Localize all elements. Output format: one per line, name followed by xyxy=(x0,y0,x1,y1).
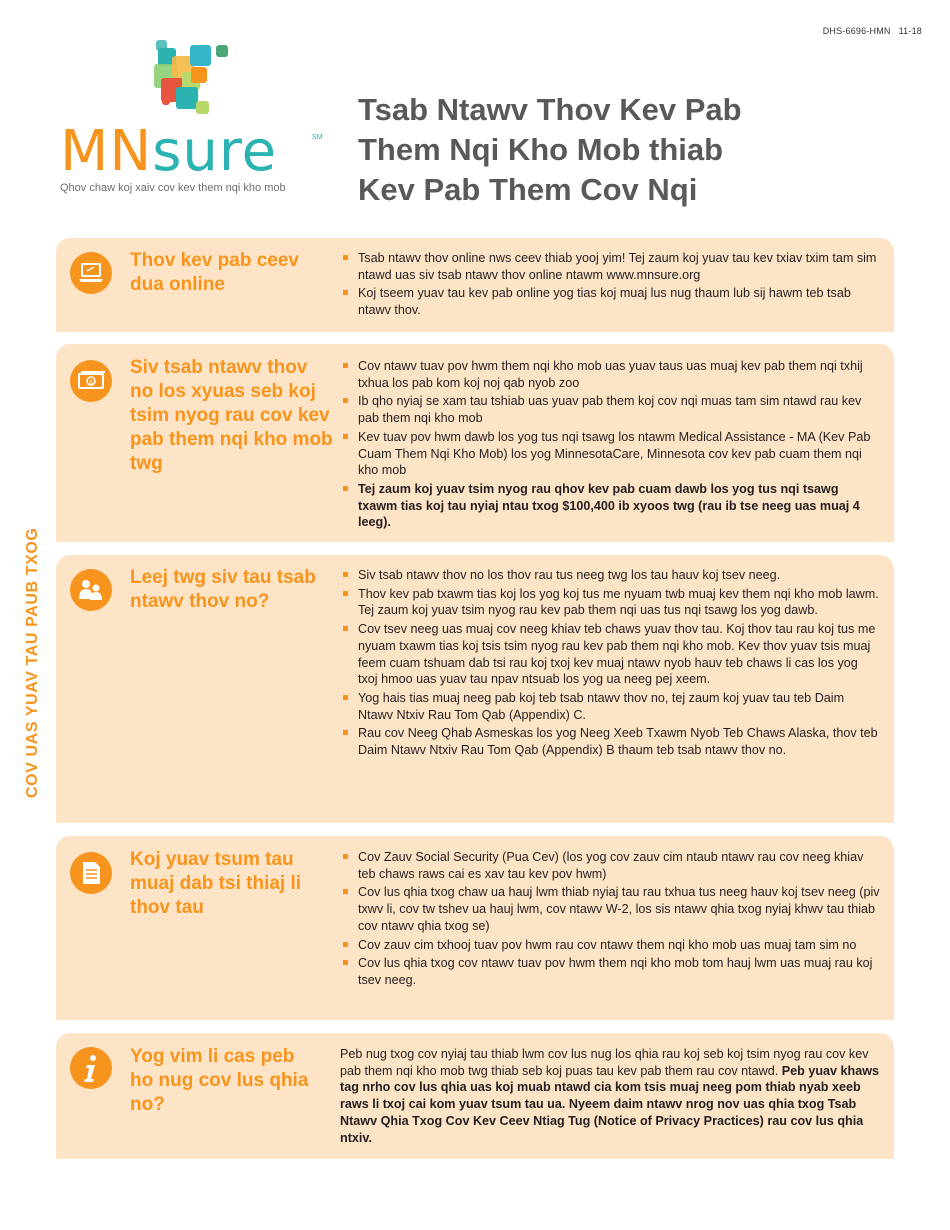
bullet-item: Cov lus qhia txog cov ntawv tuav pov hwm them nqi kho mob tom hauj lwm uas muaj rau koj tsev neeg. xyxy=(340,955,880,988)
money-icon xyxy=(70,360,112,402)
section-heading: Yog vim li cas peb ho nug cov lus qhia no? xyxy=(130,1046,309,1115)
section-heading: Thov kev pab ceev dua online xyxy=(130,250,299,295)
bullet-item: Cov zauv cim txhooj tuav pov hwm rau cov ntawv them nqi kho mob uas muaj tam sim no xyxy=(340,937,880,954)
section-content xyxy=(340,567,880,761)
section-what-you-need xyxy=(56,836,894,1020)
bullet-item: Yog hais tias muaj neeg pab koj teb tsab ntawv thov no, tej zaum koj yuav tau teb Daim Ntawv Ntxiv Rau Tom Qab (Appendix) C. xyxy=(340,690,880,723)
section-eligibility xyxy=(56,344,894,542)
bullet-item: Rau cov Neeg Qhab Asmeskas los yog Neeg Xeeb Txawm Nyob Teb Chaws Alaska, thov teb Daim Ntawv Ntxiv Rau Tom Qab (Appendix) B thaum teb tsab ntawv thov no. xyxy=(340,725,880,758)
mnsure-wordmark xyxy=(60,119,278,184)
logo-sure: sure xyxy=(152,119,278,184)
logo-service-mark: SM xyxy=(312,134,323,141)
bullet-item: Cov lus qhia txog chaw ua hauj lwm thiab nyiaj tau rau txhua tus neeg hauv koj tsev neeg (piv txwv li, cov tw tshev ua hauj lwm, cov ntawv W-2, los sis ntawv qhia txog nyiaj khwv tau thiab cov ntawv qhia txog se) xyxy=(340,884,880,934)
section-content xyxy=(340,358,880,533)
info-icon xyxy=(70,1047,112,1089)
document-code xyxy=(815,26,922,36)
people-icon xyxy=(70,569,112,611)
section-why-we-ask xyxy=(56,1033,894,1159)
paragraph-bold-text: Peb yuav khaws tag nrho cov lus qhia uas koj muab ntawd cia kom tsis muaj neeg pom thiab nyab xeeb raws li txoj cai kom yuav tsum tau ua. Nyeem daim ntawv nrog nov uas qhia txog Tsab Ntawv Qhia Txog Cov Kev Ceev Ntiag Tug (Notice of Privacy Practices) rau cov lus qhia ntxiv. xyxy=(340,1063,880,1145)
bullet-item: Thov kev pab txawm tias koj los yog koj tus me nyuam twb muaj kev them nqi kho mob lawm. Tej zaum koj yuav tsim nyog rau kev pab them nqi uas tus nqi tsawg los yog dawb. xyxy=(340,586,880,619)
bullet-item: Koj tseem yuav tau kev pab online yog tias koj muaj lus nug thaum lub sij hawm teb tsab ntawv thov. xyxy=(340,285,880,318)
bullet-item-bold: Tej zaum koj yuav tsim nyog rau qhov kev pab cuam dawb los yog tus nqi tsawg txawm tias koj tau nyiaj ntau txog $100,400 ib xyoos twg (rau ib tse neeg uas muaj 4 leeg). xyxy=(340,481,880,531)
section-content xyxy=(340,849,880,991)
title-line: Kev Pab Them Cov Nqi xyxy=(358,172,698,207)
doc-number: DHS-6696-HMN xyxy=(822,26,891,36)
section-heading: Leej twg siv tau tsab ntawv thov no? xyxy=(130,567,316,612)
page-title xyxy=(358,90,878,210)
bullet-item: Ib qho nyiaj se xam tau tshiab uas yuav pab them koj cov nqi muas tam sim ntawd rau kev pab them nqi kho mob xyxy=(340,393,880,426)
title-line: Them Nqi Kho Mob thiab xyxy=(358,132,724,167)
paragraph-text: Peb nug txog cov nyiaj tau thiab lwm cov lus nug los qhia rau koj seb koj tsim nyog rau cov kev pab them nqi kho mob twg thiab seb koj puas tau kev pab them rau cov ntawd. xyxy=(340,1047,869,1078)
section-heading: Koj yuav tsum tau muaj dab tsi thiaj li thov tau xyxy=(130,849,302,918)
bullet-item: Kev tuav pov hwm dawb los yog tus nqi tsawg los ntawm Medical Assistance - MA (Kev Pab Cuam Them Nqi Kho Mob) los yog MinnesotaCare, Minnesota cov kev pab cuam them nqi kho mob xyxy=(340,429,880,479)
laptop-icon xyxy=(70,252,112,294)
bullet-item: Cov ntawv tuav pov hwm them nqi kho mob uas yuav taus uas muaj kev pab them nqi txhij txhua los pab kom koj noj qab nyob zoo xyxy=(340,358,880,391)
title-line: Tsab Ntawv Thov Kev Pab xyxy=(358,92,742,127)
section-apply-online xyxy=(56,238,894,332)
svg-text:$: $ xyxy=(89,379,93,386)
section-content xyxy=(340,250,880,321)
document-icon xyxy=(70,852,112,894)
privacy-paragraph xyxy=(340,1046,880,1146)
section-heading: Siv tsab ntawv thov no los xyuas seb koj tsim nyog rau cov kev pab them nqi kho mob twg xyxy=(130,357,333,474)
doc-date: 11-18 xyxy=(898,26,922,36)
side-label: COV UAS YUAV TAU PAUB TXOG xyxy=(24,527,41,798)
section-who-can-apply xyxy=(56,555,894,823)
bullet-item: Cov tsev neeg uas muaj cov neeg khiav teb chaws yuav thov tau. Koj thov tau rau koj tus me nyuam txawm tias koj tsis tsim nyog rau kev pab them nqi kho mob. Kev thov yuav tsis muaj feem cuam tshuam dab tsi rau koj txoj kev muaj ntawv nyob hauv teb chaws li cas los yog txoj hmoo uas yuav tau npav ntsuab los yog ua neeg pej xeem. xyxy=(340,621,880,688)
logo-mn: MN xyxy=(60,119,153,184)
bullet-item: Cov Zauv Social Security (Pua Cev) (los yog cov zauv cim ntaub ntawv rau cov neeg khiav teb chaws raws cai es xav tau kev pov hwm) xyxy=(340,849,880,882)
bullet-item: Siv tsab ntawv thov no los thov rau tus neeg twg los tau hauv koj tsev neeg. xyxy=(340,567,880,584)
logo-tagline: Qhov chaw koj xaiv cov kev them nqi kho mob xyxy=(60,182,286,194)
bullet-item: Tsab ntawv thov online nws ceev thiab yooj yim! Tej zaum koj yuav tau kev txiav txim tam sim ntawd uas siv tsab ntawv thov online ntawm www.mnsure.org xyxy=(340,250,880,283)
section-content xyxy=(340,1046,880,1146)
